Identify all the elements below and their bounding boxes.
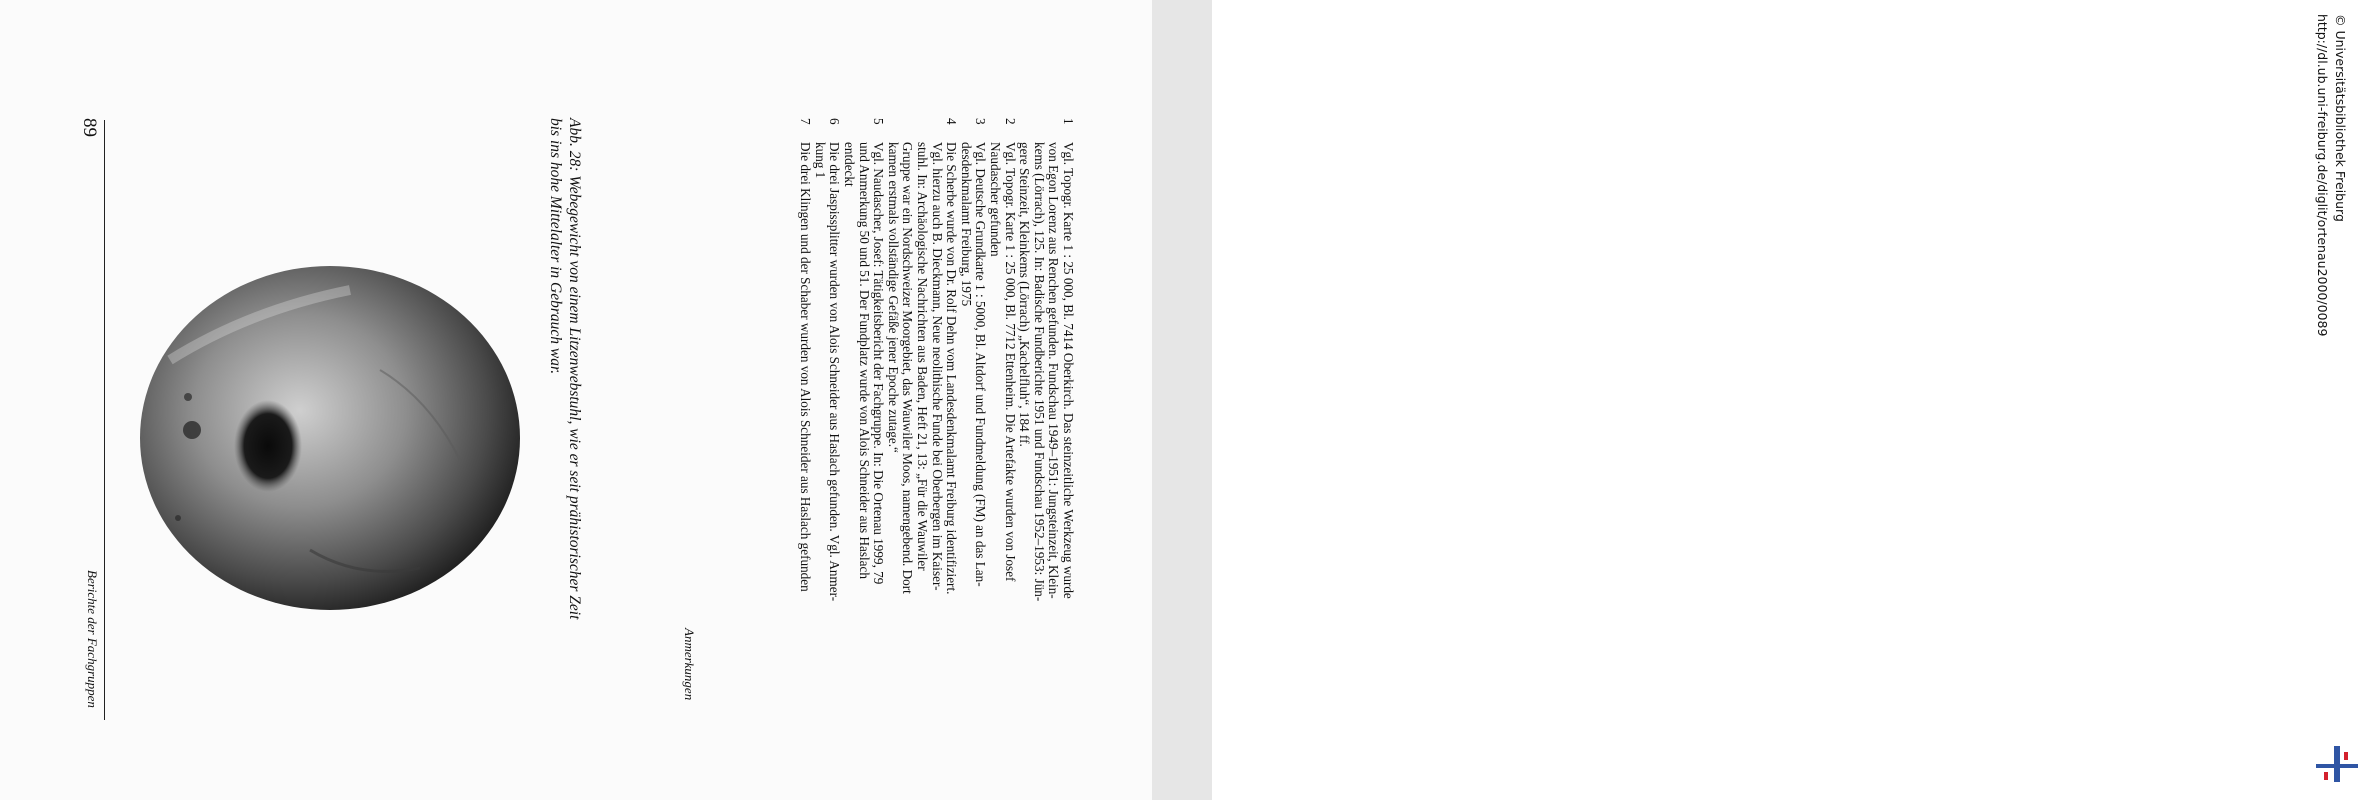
footnote-line: kamen erstmals vollständige Gefäße jener Epoche zutage.“ [885, 142, 901, 453]
footnote-line: und Anmerkung 50 und 51. Der Fundplatz wurde von Alois Schneider aus Haslach [856, 142, 872, 579]
footnote-line: kung 1 [812, 142, 828, 179]
footnote-line: Naudascher gefunden [988, 142, 1004, 257]
figure-caption [546, 118, 584, 619]
footnote-line: Die drei Klingen und der Schaber wurden von Alois Schneider aus Haslach gefunden [798, 142, 814, 592]
footnote-line: kems (Lörrach), 125. In: Badische Fundberichte 1951 und Fundschau 1952–1953: Jün- [1031, 142, 1047, 602]
page-number: 89 [79, 118, 100, 137]
footnote-item [842, 118, 886, 718]
footnote-item [812, 118, 841, 718]
footnote-text [842, 142, 886, 584]
footnote-line: Die Scherbe wurde von Dr. Rolf Dehn vom Landesdenkmalamt Freiburg identifiziert. [944, 142, 960, 595]
footnote-item [798, 118, 813, 718]
loom-weight-photo [130, 250, 530, 620]
footnote-line: Vgl. Deutsche Grundkarte 1 : 5000, Bl. Altdorf und Fundmeldung (FM) an das Lan- [973, 142, 989, 587]
source-url[interactable]: http://dl.ub.uni-freiburg.de/diglit/ortenau2000/0089 [2315, 14, 2330, 337]
stone-body [140, 266, 520, 610]
logo-bar [2324, 772, 2328, 780]
perforation-hole [234, 400, 302, 492]
footnote-line: Gruppe war ein Nordschweizer Moorgebiet, das Wauwiler Moos, namengebend. Dort [900, 142, 916, 594]
footnote-line: von Egon Lorenz aus Renchen gefunden. Fundschau 1949–1951: Jungsteinzeit, Klein- [1046, 142, 1062, 599]
footnote-line: stuhl. In: Archäologische Nachrichten aus Baden, Heft 21, 13: „Für die Wauwiler [915, 142, 931, 571]
footnote-item [958, 118, 987, 718]
footnote-line: entdeckt [842, 142, 858, 187]
footnote-text [958, 142, 987, 587]
footnote-item [885, 118, 958, 718]
footnote-line: Die drei Jaspissplitter wurden von Alois Schneider aus Haslach gefunden. Vgl. Anmer- [827, 142, 843, 602]
footnote-number: 7 [798, 118, 814, 125]
caption-line: Abb. 28: Webegewicht von einem Litzenwebstuhl, wie er seit prähistorischer Zeit [566, 118, 583, 620]
copyright-notice: © Universitätsbibliothek Freiburg [2333, 14, 2348, 222]
footnote-number: 2 [1002, 118, 1018, 125]
footnote-number: 3 [973, 118, 989, 125]
footnote-line: Vgl. Naudascher, Josef: Tätigkeitsbericht der Fachgruppe. In: Die Ortenau 1999, 79 [871, 142, 887, 585]
scanned-page [0, 0, 1152, 800]
ub-freiburg-logo-icon [2314, 742, 2360, 786]
footnote-number: 6 [827, 118, 843, 125]
footnote-line: desdenkmalamt Freiburg, 1975 [958, 142, 974, 307]
running-head: Berichte der Fachgruppen [85, 570, 100, 708]
caption-line: bis ins hohe Mittelalter in Gebrauch war. [547, 118, 564, 375]
footnote-line: Vgl. hierzu auch B. Dieckmann, Neue neolithische Funde bei Oberbergen im Kaiser- [929, 142, 945, 591]
footnote-line: Vgl. Topogr. Karte 1 : 25 000, Bl. 7712 Ettenheim. Die Artefakte wurden von Josef [1002, 142, 1018, 582]
footnote-text [885, 142, 958, 594]
footnote-item [1017, 118, 1075, 718]
footnote-line: Vgl. Topogr. Karte 1 : 25 000, Bl. 7414 Oberkirch. Das steinzeitliche Werkzeug wurde [1061, 142, 1076, 599]
library-sidebar [1152, 0, 2348, 800]
footnote-item [987, 118, 1016, 718]
footnote-number: 1 [1061, 118, 1076, 125]
notes-heading: Anmerkungen [682, 628, 697, 701]
footnote-number: 4 [944, 118, 960, 125]
footnotes-list [798, 118, 1075, 718]
footnote-number: 5 [871, 118, 887, 125]
footnote-text [987, 142, 1016, 581]
footnote-text [798, 142, 813, 592]
logo-bar [2344, 752, 2348, 760]
footnote-text [812, 142, 841, 601]
logo-bar [2334, 746, 2340, 782]
header-rule [104, 120, 105, 720]
footnote-text [1017, 142, 1075, 601]
footnote-line: gere Steinzeit, Kleinkems (Lörrach) „Kachelfluh“, 184 ff. [1017, 142, 1033, 447]
